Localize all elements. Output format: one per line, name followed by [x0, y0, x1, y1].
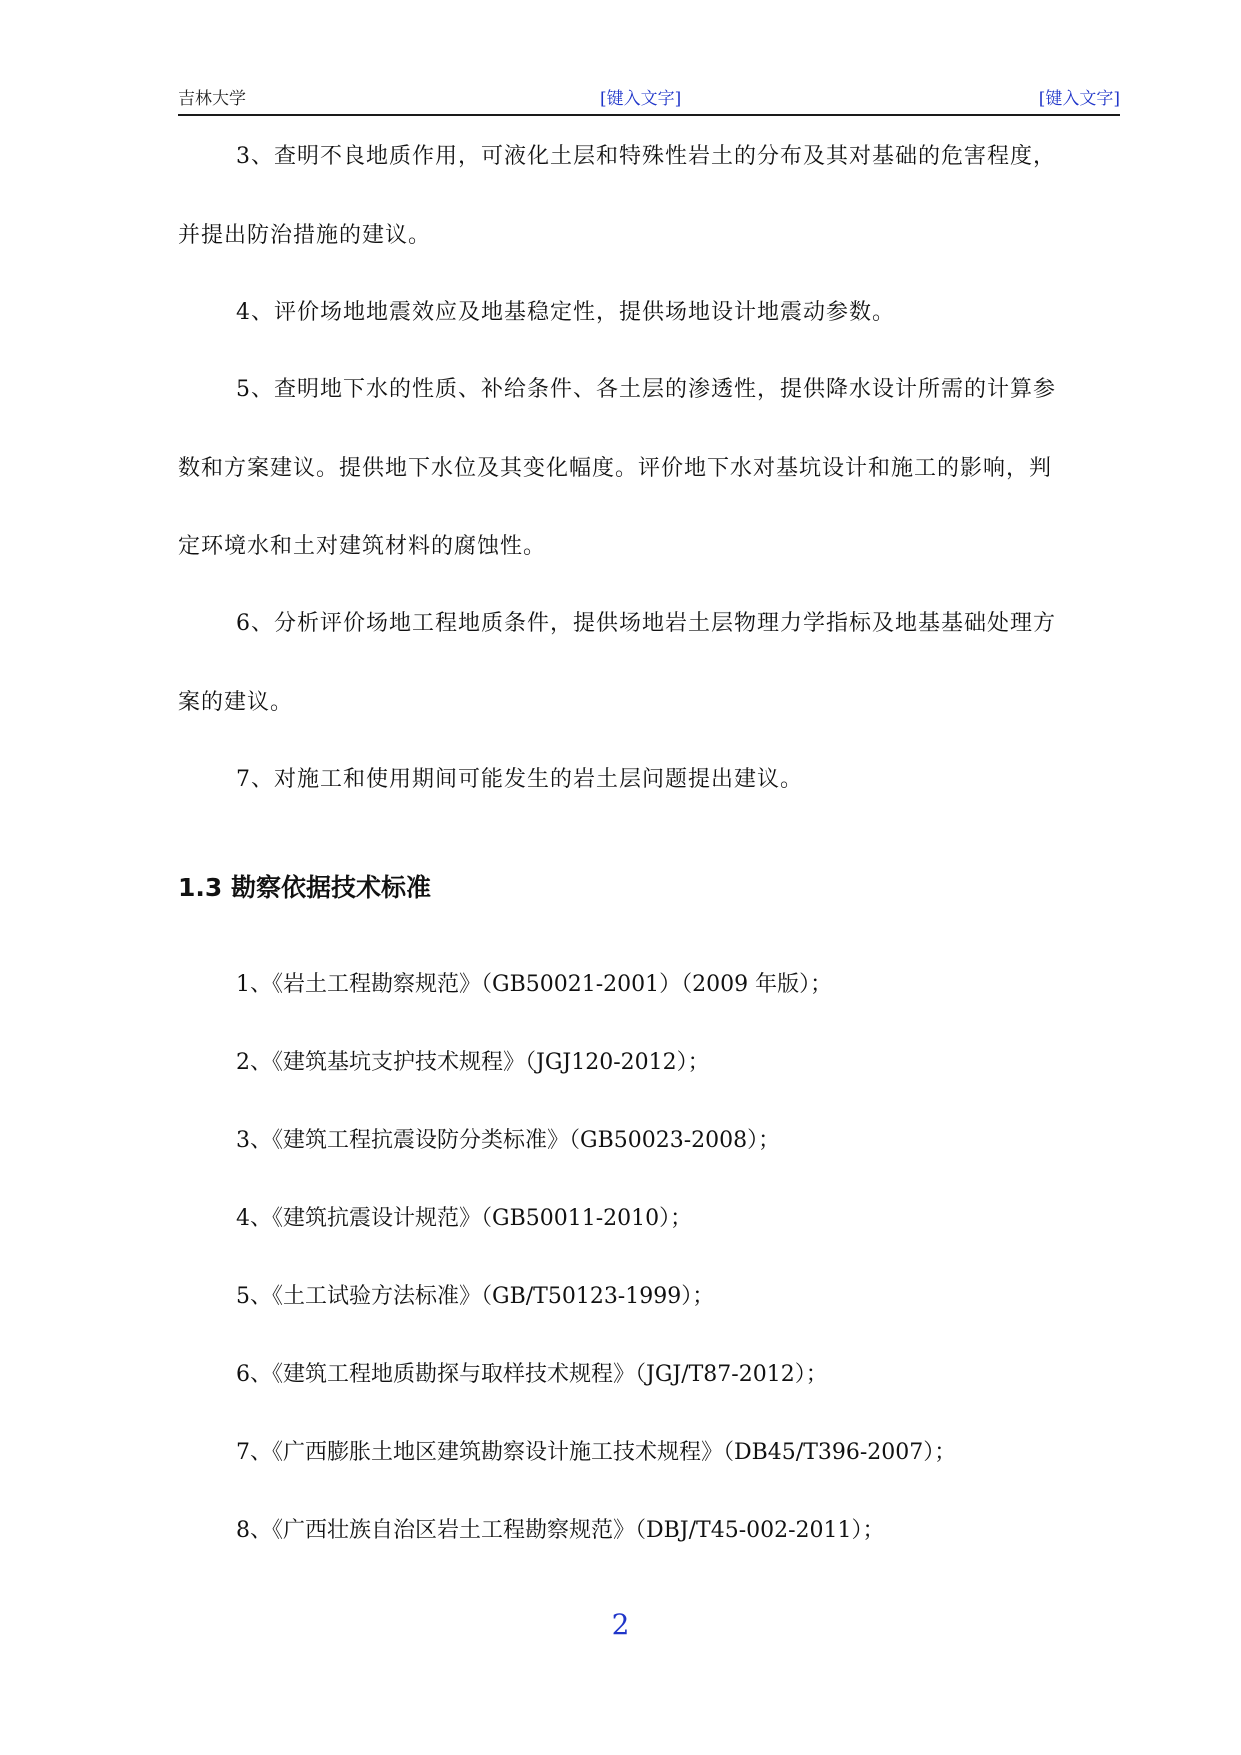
section-heading: 1.3 勘察依据技术标准: [178, 873, 431, 902]
page-number: 2: [611, 1608, 630, 1641]
header-middle-placeholder[interactable]: [键入文字]: [600, 89, 682, 109]
page-header: [178, 88, 1120, 116]
reference-item-3: 3、《建筑工程抗震设防分类标准》（GB50023-2008）；: [236, 1128, 781, 1153]
paragraph-item-3-line-1: 3、查明不良地质作用，可液化土层和特殊性岩土的分布及其对基础的危害程度，: [236, 144, 1056, 169]
reference-item-2: 2、《建筑基坑支护技术规程》（JGJ120-2012）；: [236, 1050, 710, 1075]
header-right-placeholder[interactable]: [键入文字]: [1038, 89, 1120, 109]
paragraph-item-7: 7、对施工和使用期间可能发生的岩土层问题提出建议。: [236, 767, 803, 792]
reference-item-1: 1、《岩土工程勘察规范》（GB50021-2001）（2009 年版）；: [236, 972, 833, 997]
paragraph-item-3-line-2: 并提出防治措施的建议。: [178, 223, 432, 248]
reference-item-5: 5、《土工试验方法标准》（GB/T50123-1999）；: [236, 1284, 715, 1309]
paragraph-item-5-line-3: 定环境水和土对建筑材料的腐蚀性。: [178, 534, 547, 559]
header-left-text: 吉林大学: [178, 89, 246, 109]
paragraph-item-5-line-1: 5、查明地下水的性质、补给条件、各土层的渗透性，提供降水设计所需的计算参: [236, 377, 1056, 402]
reference-item-4: 4、《建筑抗震设计规范》（GB50011-2010）；: [236, 1206, 693, 1231]
paragraph-item-6-line-2: 案的建议。: [178, 690, 294, 715]
reference-item-7: 7、《广西膨胀土地区建筑勘察设计施工技术规程》（DB45/T396-2007）；: [236, 1440, 957, 1465]
reference-item-6: 6、《建筑工程地质勘探与取样技术规程》（JGJ/T87-2012）；: [236, 1362, 828, 1387]
reference-item-8: 8、《广西壮族自治区岩土工程勘察规范》（DBJ/T45-002-2011）；: [236, 1518, 885, 1543]
paragraph-item-6-line-1: 6、分析评价场地工程地质条件，提供场地岩土层物理力学指标及地基基础处理方: [236, 611, 1056, 636]
paragraph-item-5-line-2: 数和方案建议。提供地下水位及其变化幅度。评价地下水对基坑设计和施工的影响，判: [178, 456, 1053, 481]
paragraph-item-4: 4、评价场地地震效应及地基稳定性，提供场地设计地震动参数。: [236, 300, 895, 325]
